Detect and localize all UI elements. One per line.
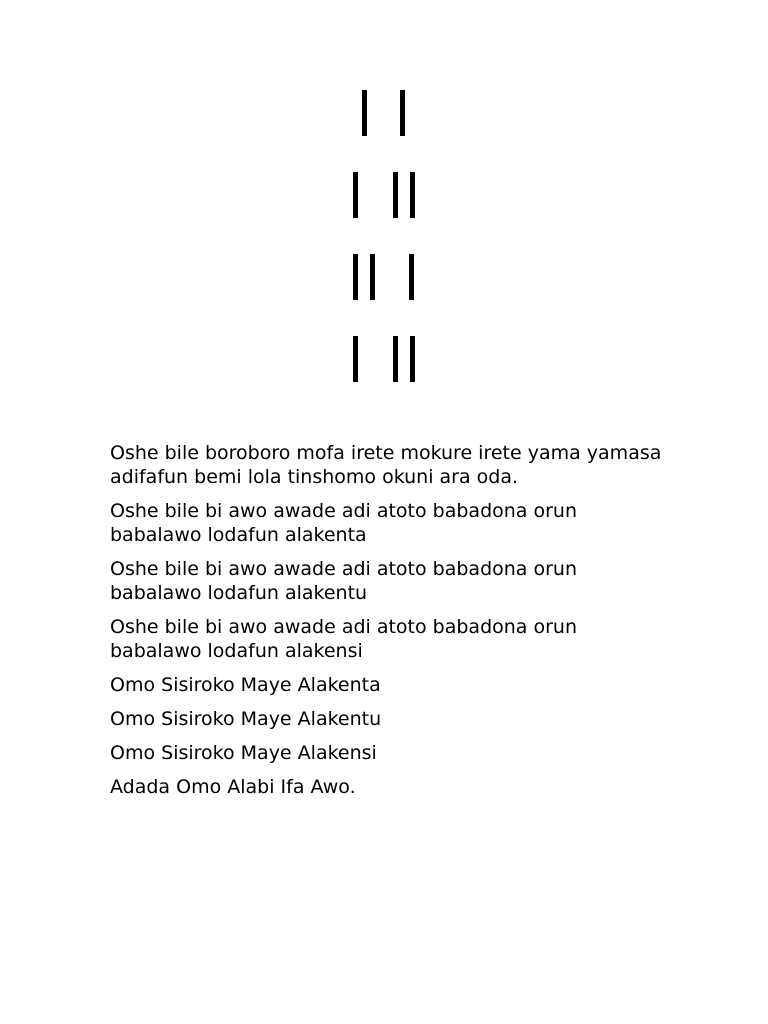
odu-mark-double [410,172,415,218]
odu-mark-double [353,254,358,300]
odu-mark-single [353,172,358,218]
verse-line: Oshe bile bi awo awade adi atoto babadona orun babalawo lodafun alakentu [110,558,578,604]
odu-mark-single [362,90,367,136]
odu-sign [0,90,768,418]
odu-mark-row-4 [0,336,768,418]
odu-mark-single [409,254,414,300]
odu-mark-single [353,336,358,382]
odu-mark-row-1 [0,90,768,172]
verse-list [110,441,670,809]
verse-line: Omo Sisiroko Maye Alakenta [110,674,381,696]
verse-line: Oshe bile bi awo awade adi atoto babadona orun babalawo lodafun alakensi [110,616,578,662]
verse-line: Oshe bile bi awo awade adi atoto babadona orun babalawo lodafun alakenta [110,500,578,546]
verse-line: Oshe bile boroboro mofa irete mokure irete yama yamasa adifafun bemi lola tinshomo okuni ara oda. [110,442,662,488]
odu-mark-single [400,90,405,136]
verse-line: Adada Omo Alabi Ifa Awo. [110,776,356,798]
odu-mark-double [393,336,398,382]
odu-mark-double [410,336,415,382]
odu-mark-double [370,254,375,300]
odu-mark-row-2 [0,172,768,254]
odu-mark-double [393,172,398,218]
odu-mark-row-3 [0,254,768,336]
verse-line: Omo Sisiroko Maye Alakensi [110,742,377,764]
verse-line: Omo Sisiroko Maye Alakentu [110,708,382,730]
